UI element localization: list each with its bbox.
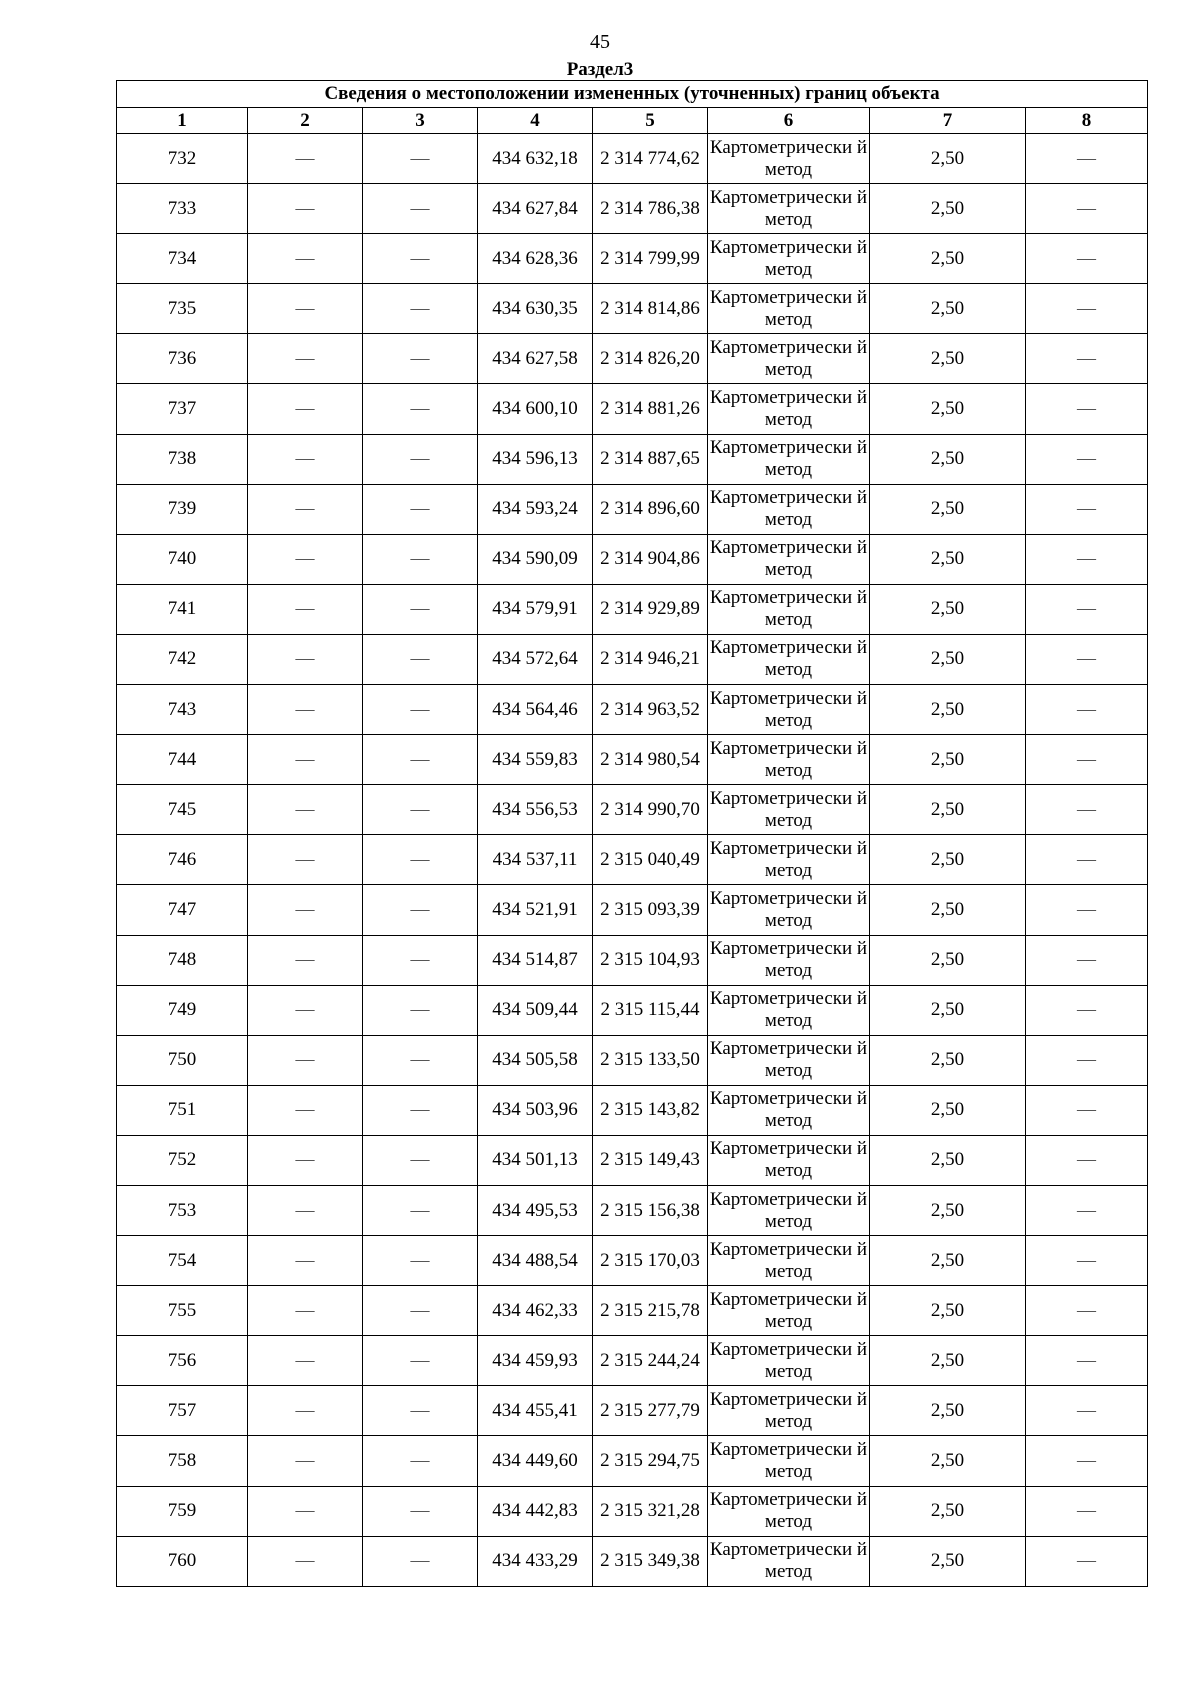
col2-cell: — [248, 434, 363, 484]
table-row [117, 384, 1148, 434]
x-coordinate-cell: 434 564,46 [478, 685, 593, 735]
accuracy-cell: 2,50 [870, 1286, 1026, 1336]
method-cell: Картометрически й метод [708, 1085, 870, 1135]
col3-cell: — [363, 1236, 478, 1286]
table-caption-row [117, 81, 1148, 108]
col8-cell: — [1026, 534, 1148, 584]
col8-cell: — [1026, 634, 1148, 684]
col8-cell: — [1026, 1486, 1148, 1536]
y-coordinate-cell: 2 314 774,62 [593, 134, 708, 184]
point-number-cell: 732 [117, 134, 248, 184]
method-cell: Картометрически й метод [708, 334, 870, 384]
col8-cell: — [1026, 885, 1148, 935]
x-coordinate-cell: 434 455,41 [478, 1386, 593, 1436]
table-row [117, 184, 1148, 234]
table-row [117, 685, 1148, 735]
table-row [117, 835, 1148, 885]
col8-cell: — [1026, 1135, 1148, 1185]
x-coordinate-cell: 434 501,13 [478, 1135, 593, 1185]
col8-cell: — [1026, 1035, 1148, 1085]
accuracy-cell: 2,50 [870, 534, 1026, 584]
x-coordinate-cell: 434 579,91 [478, 584, 593, 634]
col2-cell: — [248, 1436, 363, 1486]
point-number-cell: 745 [117, 785, 248, 835]
col3-cell: — [363, 1035, 478, 1085]
x-coordinate-cell: 434 503,96 [478, 1085, 593, 1135]
col3-cell: — [363, 534, 478, 584]
y-coordinate-cell: 2 315 104,93 [593, 935, 708, 985]
accuracy-cell: 2,50 [870, 484, 1026, 534]
col3-cell: — [363, 584, 478, 634]
col8-cell: — [1026, 434, 1148, 484]
col2-cell: — [248, 1336, 363, 1386]
x-coordinate-cell: 434 433,29 [478, 1536, 593, 1586]
accuracy-cell: 2,50 [870, 1185, 1026, 1235]
x-coordinate-cell: 434 521,91 [478, 885, 593, 935]
col3-cell: — [363, 134, 478, 184]
point-number-cell: 747 [117, 885, 248, 935]
col8-cell: — [1026, 384, 1148, 434]
point-number-cell: 749 [117, 985, 248, 1035]
table-row [117, 234, 1148, 284]
x-coordinate-cell: 434 632,18 [478, 134, 593, 184]
y-coordinate-cell: 2 315 244,24 [593, 1336, 708, 1386]
method-cell: Картометрически й метод [708, 1386, 870, 1436]
col2-cell: — [248, 1486, 363, 1536]
table-row [117, 134, 1148, 184]
point-number-cell: 759 [117, 1486, 248, 1536]
col2-cell: — [248, 634, 363, 684]
accuracy-cell: 2,50 [870, 384, 1026, 434]
table-row [117, 534, 1148, 584]
x-coordinate-cell: 434 556,53 [478, 785, 593, 835]
table-row [117, 1536, 1148, 1586]
col2-cell: — [248, 384, 363, 434]
table-caption: Сведения о местоположении измененных (уточненных) границ объекта [117, 81, 1148, 108]
col8-cell: — [1026, 334, 1148, 384]
col8-cell: — [1026, 985, 1148, 1035]
col8-cell: — [1026, 1085, 1148, 1135]
accuracy-cell: 2,50 [870, 1436, 1026, 1486]
table-row [117, 1436, 1148, 1486]
column-number-header: 4 [478, 108, 593, 134]
method-cell: Картометрически й метод [708, 1185, 870, 1235]
accuracy-cell: 2,50 [870, 284, 1026, 334]
y-coordinate-cell: 2 315 294,75 [593, 1436, 708, 1486]
coordinates-table [116, 80, 1148, 1587]
accuracy-cell: 2,50 [870, 1236, 1026, 1286]
method-cell: Картометрически й метод [708, 685, 870, 735]
y-coordinate-cell: 2 315 156,38 [593, 1185, 708, 1235]
table-row [117, 434, 1148, 484]
y-coordinate-cell: 2 314 990,70 [593, 785, 708, 835]
point-number-cell: 758 [117, 1436, 248, 1486]
col3-cell: — [363, 284, 478, 334]
y-coordinate-cell: 2 314 963,52 [593, 685, 708, 735]
accuracy-cell: 2,50 [870, 434, 1026, 484]
method-cell: Картометрически й метод [708, 1436, 870, 1486]
col8-cell: — [1026, 584, 1148, 634]
accuracy-cell: 2,50 [870, 184, 1026, 234]
table-row [117, 1336, 1148, 1386]
col2-cell: — [248, 685, 363, 735]
table-row [117, 1286, 1148, 1336]
col8-cell: — [1026, 1286, 1148, 1336]
point-number-cell: 741 [117, 584, 248, 634]
accuracy-cell: 2,50 [870, 835, 1026, 885]
accuracy-cell: 2,50 [870, 634, 1026, 684]
x-coordinate-cell: 434 559,83 [478, 735, 593, 785]
point-number-cell: 737 [117, 384, 248, 434]
column-number-header: 5 [593, 108, 708, 134]
col8-cell: — [1026, 935, 1148, 985]
table-row [117, 885, 1148, 935]
accuracy-cell: 2,50 [870, 334, 1026, 384]
y-coordinate-cell: 2 315 143,82 [593, 1085, 708, 1135]
y-coordinate-cell: 2 314 826,20 [593, 334, 708, 384]
point-number-cell: 744 [117, 735, 248, 785]
accuracy-cell: 2,50 [870, 1486, 1026, 1536]
col2-cell: — [248, 484, 363, 534]
table-row [117, 334, 1148, 384]
method-cell: Картометрически й метод [708, 985, 870, 1035]
accuracy-cell: 2,50 [870, 1386, 1026, 1436]
x-coordinate-cell: 434 514,87 [478, 935, 593, 985]
y-coordinate-cell: 2 315 115,44 [593, 985, 708, 1035]
col3-cell: — [363, 1486, 478, 1536]
table-row [117, 584, 1148, 634]
col2-cell: — [248, 1185, 363, 1235]
method-cell: Картометрически й метод [708, 134, 870, 184]
y-coordinate-cell: 2 314 904,86 [593, 534, 708, 584]
col8-cell: — [1026, 134, 1148, 184]
accuracy-cell: 2,50 [870, 885, 1026, 935]
y-coordinate-cell: 2 314 881,26 [593, 384, 708, 434]
col2-cell: — [248, 334, 363, 384]
method-cell: Картометрически й метод [708, 1286, 870, 1336]
accuracy-cell: 2,50 [870, 134, 1026, 184]
accuracy-cell: 2,50 [870, 785, 1026, 835]
y-coordinate-cell: 2 315 093,39 [593, 885, 708, 935]
col8-cell: — [1026, 1185, 1148, 1235]
col3-cell: — [363, 434, 478, 484]
y-coordinate-cell: 2 314 980,54 [593, 735, 708, 785]
y-coordinate-cell: 2 314 896,60 [593, 484, 708, 534]
col8-cell: — [1026, 735, 1148, 785]
col8-cell: — [1026, 1436, 1148, 1486]
method-cell: Картометрически й метод [708, 785, 870, 835]
col8-cell: — [1026, 184, 1148, 234]
y-coordinate-cell: 2 315 277,79 [593, 1386, 708, 1436]
col2-cell: — [248, 835, 363, 885]
y-coordinate-cell: 2 314 814,86 [593, 284, 708, 334]
point-number-cell: 751 [117, 1085, 248, 1135]
method-cell: Картометрически й метод [708, 1536, 870, 1586]
col3-cell: — [363, 985, 478, 1035]
col2-cell: — [248, 1286, 363, 1336]
col2-cell: — [248, 1236, 363, 1286]
point-number-cell: 748 [117, 935, 248, 985]
col3-cell: — [363, 1135, 478, 1185]
col8-cell: — [1026, 685, 1148, 735]
col3-cell: — [363, 885, 478, 935]
method-cell: Картометрически й метод [708, 384, 870, 434]
col2-cell: — [248, 1085, 363, 1135]
method-cell: Картометрически й метод [708, 1236, 870, 1286]
table-row [117, 1035, 1148, 1085]
col3-cell: — [363, 484, 478, 534]
col8-cell: — [1026, 284, 1148, 334]
point-number-cell: 740 [117, 534, 248, 584]
col2-cell: — [248, 1536, 363, 1586]
col2-cell: — [248, 1135, 363, 1185]
accuracy-cell: 2,50 [870, 985, 1026, 1035]
col8-cell: — [1026, 785, 1148, 835]
col3-cell: — [363, 184, 478, 234]
table-row [117, 1236, 1148, 1286]
y-coordinate-cell: 2 314 929,89 [593, 584, 708, 634]
point-number-cell: 760 [117, 1536, 248, 1586]
x-coordinate-cell: 434 505,58 [478, 1035, 593, 1085]
col3-cell: — [363, 685, 478, 735]
x-coordinate-cell: 434 462,33 [478, 1286, 593, 1336]
col8-cell: — [1026, 1236, 1148, 1286]
col3-cell: — [363, 1386, 478, 1436]
method-cell: Картометрически й метод [708, 1486, 870, 1536]
method-cell: Картометрически й метод [708, 1336, 870, 1386]
col3-cell: — [363, 384, 478, 434]
method-cell: Картометрически й метод [708, 534, 870, 584]
column-number-header: 6 [708, 108, 870, 134]
accuracy-cell: 2,50 [870, 735, 1026, 785]
col3-cell: — [363, 1286, 478, 1336]
table-row [117, 284, 1148, 334]
x-coordinate-cell: 434 627,58 [478, 334, 593, 384]
x-coordinate-cell: 434 596,13 [478, 434, 593, 484]
col3-cell: — [363, 735, 478, 785]
y-coordinate-cell: 2 315 170,03 [593, 1236, 708, 1286]
x-coordinate-cell: 434 593,24 [478, 484, 593, 534]
point-number-cell: 743 [117, 685, 248, 735]
col8-cell: — [1026, 1386, 1148, 1436]
x-coordinate-cell: 434 600,10 [478, 384, 593, 434]
point-number-cell: 753 [117, 1185, 248, 1235]
point-number-cell: 734 [117, 234, 248, 284]
method-cell: Картометрически й метод [708, 484, 870, 534]
col2-cell: — [248, 735, 363, 785]
section-title: Раздел3 [566, 59, 634, 80]
point-number-cell: 752 [117, 1135, 248, 1185]
accuracy-cell: 2,50 [870, 1135, 1026, 1185]
y-coordinate-cell: 2 315 321,28 [593, 1486, 708, 1536]
x-coordinate-cell: 434 628,36 [478, 234, 593, 284]
col2-cell: — [248, 234, 363, 284]
x-coordinate-cell: 434 449,60 [478, 1436, 593, 1486]
method-cell: Картометрически й метод [708, 284, 870, 334]
accuracy-cell: 2,50 [870, 1536, 1026, 1586]
y-coordinate-cell: 2 315 349,38 [593, 1536, 708, 1586]
col3-cell: — [363, 634, 478, 684]
y-coordinate-cell: 2 315 149,43 [593, 1135, 708, 1185]
point-number-cell: 750 [117, 1035, 248, 1085]
accuracy-cell: 2,50 [870, 1085, 1026, 1135]
table-row [117, 634, 1148, 684]
method-cell: Картометрически й метод [708, 835, 870, 885]
col2-cell: — [248, 985, 363, 1035]
point-number-cell: 738 [117, 434, 248, 484]
y-coordinate-cell: 2 315 215,78 [593, 1286, 708, 1336]
col2-cell: — [248, 1035, 363, 1085]
point-number-cell: 736 [117, 334, 248, 384]
x-coordinate-cell: 434 442,83 [478, 1486, 593, 1536]
x-coordinate-cell: 434 572,64 [478, 634, 593, 684]
x-coordinate-cell: 434 495,53 [478, 1185, 593, 1235]
accuracy-cell: 2,50 [870, 685, 1026, 735]
col2-cell: — [248, 584, 363, 634]
accuracy-cell: 2,50 [870, 234, 1026, 284]
col2-cell: — [248, 134, 363, 184]
x-coordinate-cell: 434 459,93 [478, 1336, 593, 1386]
page-number: 45 [590, 31, 610, 53]
col3-cell: — [363, 1185, 478, 1235]
col3-cell: — [363, 1436, 478, 1486]
col3-cell: — [363, 835, 478, 885]
column-number-header: 2 [248, 108, 363, 134]
method-cell: Картометрически й метод [708, 885, 870, 935]
y-coordinate-cell: 2 314 887,65 [593, 434, 708, 484]
point-number-cell: 754 [117, 1236, 248, 1286]
y-coordinate-cell: 2 314 946,21 [593, 634, 708, 684]
x-coordinate-cell: 434 488,54 [478, 1236, 593, 1286]
point-number-cell: 742 [117, 634, 248, 684]
table-body [117, 134, 1148, 1587]
col8-cell: — [1026, 1336, 1148, 1386]
point-number-cell: 757 [117, 1386, 248, 1436]
col8-cell: — [1026, 1536, 1148, 1586]
col2-cell: — [248, 284, 363, 334]
table-row [117, 1486, 1148, 1536]
col3-cell: — [363, 234, 478, 284]
col2-cell: — [248, 1386, 363, 1436]
y-coordinate-cell: 2 314 786,38 [593, 184, 708, 234]
point-number-cell: 755 [117, 1286, 248, 1336]
point-number-cell: 746 [117, 835, 248, 885]
col8-cell: — [1026, 835, 1148, 885]
x-coordinate-cell: 434 627,84 [478, 184, 593, 234]
x-coordinate-cell: 434 537,11 [478, 835, 593, 885]
col3-cell: — [363, 935, 478, 985]
col3-cell: — [363, 1336, 478, 1386]
column-number-header: 7 [870, 108, 1026, 134]
point-number-cell: 756 [117, 1336, 248, 1386]
table-row [117, 935, 1148, 985]
point-number-cell: 735 [117, 284, 248, 334]
table-row [117, 785, 1148, 835]
table-row [117, 1386, 1148, 1436]
method-cell: Картометрически й метод [708, 434, 870, 484]
col2-cell: — [248, 785, 363, 835]
method-cell: Картометрически й метод [708, 1035, 870, 1085]
table-row [117, 735, 1148, 785]
accuracy-cell: 2,50 [870, 1336, 1026, 1386]
point-number-cell: 733 [117, 184, 248, 234]
col8-cell: — [1026, 484, 1148, 534]
col2-cell: — [248, 885, 363, 935]
table-row [117, 1185, 1148, 1235]
method-cell: Картометрически й метод [708, 1135, 870, 1185]
accuracy-cell: 2,50 [870, 584, 1026, 634]
col8-cell: — [1026, 234, 1148, 284]
col3-cell: — [363, 1085, 478, 1135]
method-cell: Картометрически й метод [708, 584, 870, 634]
column-number-header: 3 [363, 108, 478, 134]
table-row [117, 1085, 1148, 1135]
method-cell: Картометрически й метод [708, 634, 870, 684]
table-row [117, 1135, 1148, 1185]
x-coordinate-cell: 434 630,35 [478, 284, 593, 334]
col2-cell: — [248, 534, 363, 584]
column-number-row [117, 108, 1148, 134]
column-number-header: 1 [117, 108, 248, 134]
method-cell: Картометрически й метод [708, 184, 870, 234]
point-number-cell: 739 [117, 484, 248, 534]
method-cell: Картометрически й метод [708, 735, 870, 785]
column-number-header: 8 [1026, 108, 1148, 134]
col3-cell: — [363, 1536, 478, 1586]
col2-cell: — [248, 184, 363, 234]
method-cell: Картометрически й метод [708, 935, 870, 985]
table-row [117, 484, 1148, 534]
accuracy-cell: 2,50 [870, 1035, 1026, 1085]
method-cell: Картометрически й метод [708, 234, 870, 284]
col3-cell: — [363, 785, 478, 835]
y-coordinate-cell: 2 314 799,99 [593, 234, 708, 284]
y-coordinate-cell: 2 315 133,50 [593, 1035, 708, 1085]
col3-cell: — [363, 334, 478, 384]
accuracy-cell: 2,50 [870, 935, 1026, 985]
table-row [117, 985, 1148, 1035]
col2-cell: — [248, 935, 363, 985]
x-coordinate-cell: 434 590,09 [478, 534, 593, 584]
x-coordinate-cell: 434 509,44 [478, 985, 593, 1035]
y-coordinate-cell: 2 315 040,49 [593, 835, 708, 885]
